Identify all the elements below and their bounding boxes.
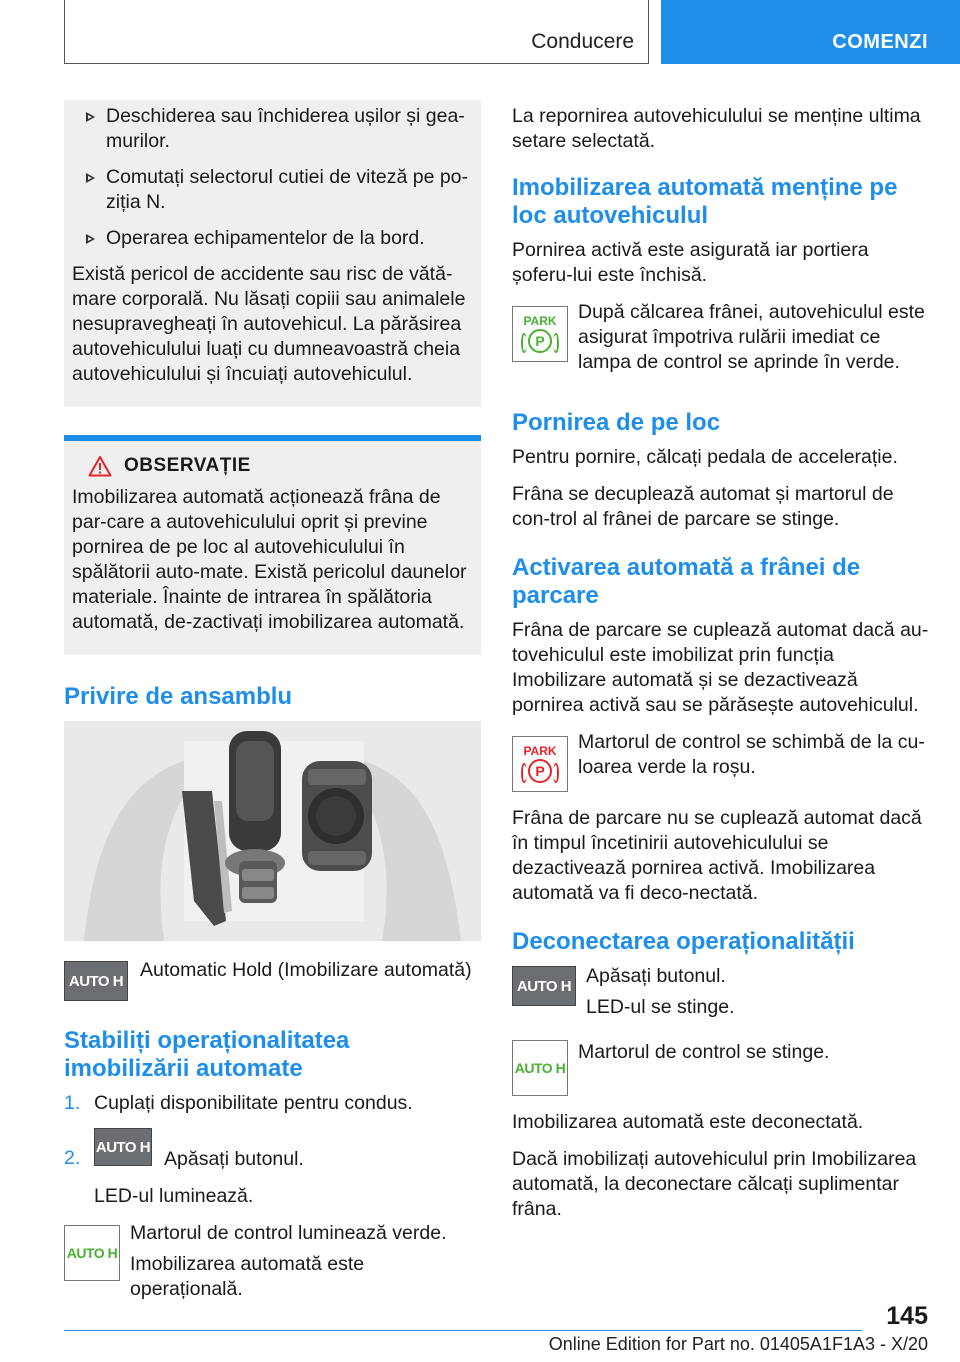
off-result-text: Imobilizarea automată este deconectată. xyxy=(512,1111,864,1133)
led-text: LED-ul luminează. xyxy=(94,1185,254,1207)
step-number: 2. xyxy=(64,1147,81,1169)
auto-h-lamp-legend xyxy=(64,1221,481,1308)
left-column xyxy=(64,100,481,1322)
setup-heading: Stabiliți operaționalitatea imobilizării automate xyxy=(64,1027,350,1082)
auto-h-button-icon: AUTO H xyxy=(94,1128,152,1166)
park-red-lamp-icon xyxy=(512,736,568,792)
off-button-legend xyxy=(512,964,932,1026)
lamp-text: Imobilizarea automată este operațională. xyxy=(130,1253,365,1300)
park-green-text: După călcarea frânei, autovehiculul este asigurat împotriva rulării imediat ce lampa de control se aprinde în verde. xyxy=(578,301,925,373)
hold-heading: Imobilizarea automată menține pe loc autovehiculul xyxy=(512,174,898,229)
auto-h-green-lamp-icon: AUTO H xyxy=(512,1040,568,1096)
right-column xyxy=(512,104,932,1234)
header-section-tab xyxy=(64,0,649,64)
auto-park-heading: Activarea automată a frânei de parcare xyxy=(512,554,861,609)
start-text: Pentru pornire, călcați pedala de accelerație. xyxy=(512,446,898,468)
start-heading: Pornirea de pe loc xyxy=(512,409,721,436)
header-chapter-label: COMENZI xyxy=(832,31,928,53)
auto-h-button-icon: AUTO H xyxy=(64,961,128,1001)
off-note-text: Dacă imobilizați autovehiculul prin Imobilizarea automată, la deconectare călcați suplimentar frâna. xyxy=(512,1148,917,1220)
center-console-photo xyxy=(64,721,481,941)
note-title: OBSERVAȚIE xyxy=(124,455,251,476)
header-section-label: Conducere xyxy=(531,30,634,53)
note-text: Imobilizarea automată acționează frâna de par-care a autovehiculului oprit și previne pornirea de pe loc al autovehiculului în spălătorii auto-mate. Există pericolul daunelor materiale. Înainte de intrarea în spălătoria automată, de-zactivați imobilizarea automată. xyxy=(72,486,467,633)
park-green-lamp-icon xyxy=(512,306,568,362)
note-box xyxy=(64,435,481,655)
bullet-item: Operarea echipamentelor de la bord. xyxy=(72,226,471,251)
p-brake-symbol: P xyxy=(528,759,552,783)
auto-h-label: Automatic Hold (Imobilizare automată) xyxy=(140,959,472,981)
park-label: PARK xyxy=(523,314,557,328)
setup-steps xyxy=(64,1091,481,1172)
start-text: Frâna se decuplează automat și martorul de con-trol al frânei de parcare se stinge. xyxy=(512,483,894,530)
auto-h-legend xyxy=(64,961,481,1001)
step-text: Apăsați butonul. xyxy=(164,1148,304,1170)
warning-text: Există pericol de accidente sau risc de vătă-mare corporală. Nu lăsați copiii sau animalele nesupravegheați în autovehicul. La părăsirea autovehiculului luați cu dumneavoastră cheia autovehiculului și încuiați autovehiculul. xyxy=(72,263,466,385)
bullet-item: Comutați selectorul cutiei de viteză pe po-ziția N. xyxy=(72,165,471,215)
step-item xyxy=(64,1091,481,1116)
off-text: LED-ul se stinge. xyxy=(586,996,735,1018)
bullet-item: Deschiderea sau închiderea ușilor și gea-murilor. xyxy=(72,104,471,154)
header-chapter-tab xyxy=(661,0,960,64)
off-text: Apăsați butonul. xyxy=(586,965,726,987)
off-lamp-text: Martorul de control se stinge. xyxy=(578,1041,830,1063)
off-lamp-legend xyxy=(512,1040,932,1096)
warning-bullets xyxy=(72,104,471,251)
auto-park-text: Frâna de parcare se cuplează automat dacă au-tovehiculul este imobilizat prin funcția Imobilizare automată și se dezactivează pornirea activă sau se părăsește autovehiculul. xyxy=(512,619,929,716)
footer-divider xyxy=(64,1330,862,1331)
warning-box xyxy=(64,100,481,407)
note-header xyxy=(72,455,471,477)
footer-edition: Online Edition for Part no. 01405A1F1A3 - X/20 xyxy=(548,1334,928,1354)
p-brake-symbol: P xyxy=(528,329,552,353)
no-engage-text: Frâna de parcare nu se cuplează automat dacă în timpul încetinirii autovehiculului se dezactivează pornirea activă. Imobilizarea automată va fi deco-nectată. xyxy=(512,807,922,904)
step-number: 1. xyxy=(64,1092,81,1114)
lamp-text: Martorul de control luminează verde. xyxy=(130,1222,447,1244)
intro-text: La repornirea autovehiculului se menține ultima setare selectată. xyxy=(512,105,921,152)
page-number: 145 xyxy=(886,1302,928,1330)
park-green-legend xyxy=(512,300,932,387)
warning-triangle-icon xyxy=(88,455,112,477)
park-label: PARK xyxy=(523,744,557,758)
auto-h-green-lamp-icon: AUTO H xyxy=(64,1225,120,1281)
overview-heading: Privire de ansamblu xyxy=(64,683,293,710)
step-text: Cuplați disponibilitate pentru condus. xyxy=(94,1092,413,1114)
step-item xyxy=(64,1128,481,1172)
hold-text: Pornirea activă este asigurată iar portiera șoferu-lui este închisă. xyxy=(512,239,869,286)
auto-h-button-icon: AUTO H xyxy=(512,966,576,1006)
park-red-legend xyxy=(512,730,932,792)
off-heading: Deconectarea operaționalității xyxy=(512,928,855,955)
park-red-text: Martorul de control se schimbă de la cu-loarea verde la roșu. xyxy=(578,731,925,778)
